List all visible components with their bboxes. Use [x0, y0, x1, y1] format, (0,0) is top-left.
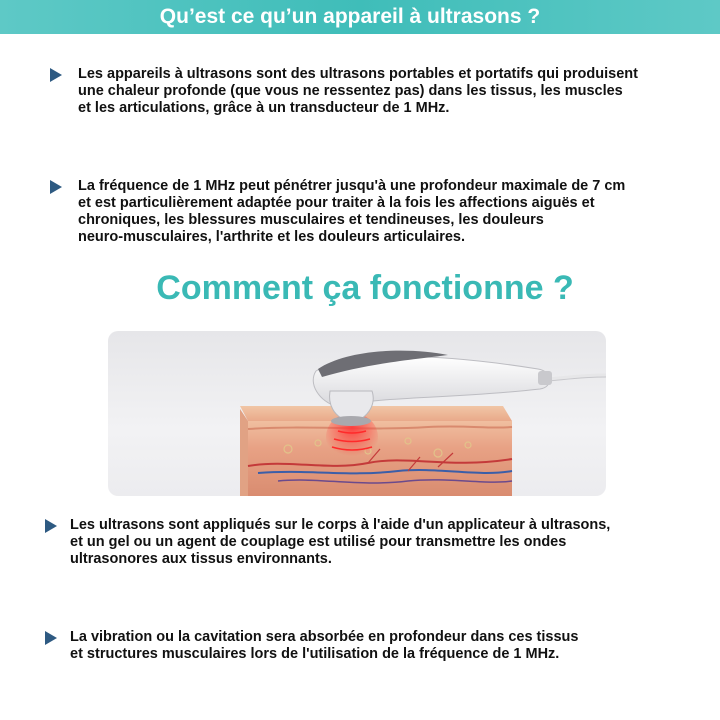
paragraph-line: La fréquence de 1 MHz peut pénétrer jusqu'à une profondeur maximale de 7 cm — [78, 178, 626, 194]
paragraph-ultrasound-description — [78, 66, 638, 117]
header-title: Qu’est ce qu’un appareil à ultrasons ? — [159, 5, 541, 28]
bullet-arrow-icon — [50, 68, 62, 82]
paragraph-application-method — [70, 517, 610, 568]
paragraph-line: et est particulièrement adaptée pour traiter à la fois les affections aiguës et — [78, 195, 595, 211]
paragraph-vibration-absorption — [70, 629, 578, 663]
paragraph-line: une chaleur profonde (que vous ne ressentez pas) dans les tissus, les muscles — [78, 83, 623, 99]
paragraph-line: ultrasonores aux tissus environnants. — [70, 551, 332, 567]
bullet-arrow-icon — [45, 519, 57, 533]
paragraph-line: Les appareils à ultrasons sont des ultrasons portables et portatifs qui produisent — [78, 66, 638, 82]
ultrasound-applicator-illustration — [108, 331, 606, 496]
bullet-arrow-icon — [45, 631, 57, 645]
bullet-arrow-icon — [50, 180, 62, 194]
paragraph-line: et les articulations, grâce à un transducteur de 1 MHz. — [78, 100, 450, 116]
paragraph-line: et un gel ou un agent de couplage est utilisé pour transmettre les ondes — [70, 534, 567, 550]
section-title: Comment ça fonctionne ? — [156, 269, 574, 307]
paragraph-line: chroniques, les blessures musculaires et tendineuses, les douleurs — [78, 212, 544, 228]
paragraph-frequency-description — [78, 178, 625, 246]
paragraph-line: Les ultrasons sont appliqués sur le corps à l'aide d'un applicateur à ultrasons, — [70, 517, 611, 533]
paragraph-line: neuro-musculaires, l'arthrite et les douleurs articulaires. — [78, 229, 466, 245]
applicator-skin-drawing — [108, 331, 606, 496]
paragraph-line: La vibration ou la cavitation sera absorbée en profondeur dans ces tissus — [70, 629, 579, 645]
paragraph-line: et structures musculaires lors de l'utilisation de la fréquence de 1 MHz. — [70, 646, 560, 662]
